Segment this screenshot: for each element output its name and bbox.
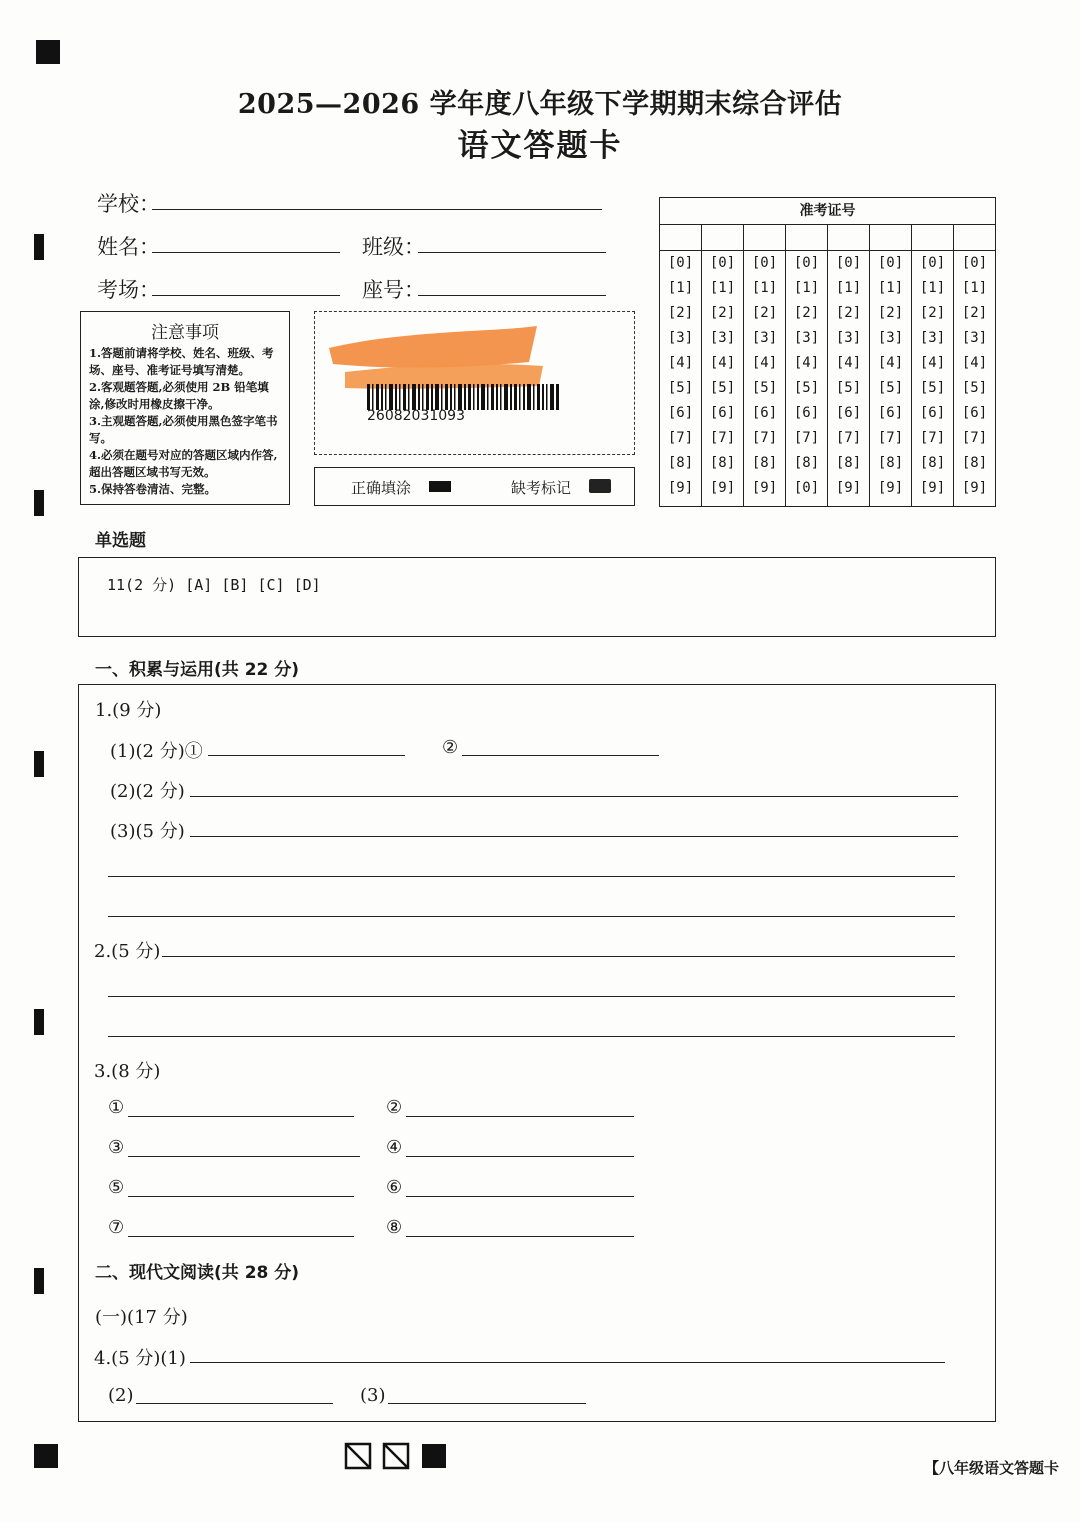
answer-line-4-3[interactable] (388, 1403, 586, 1404)
answer-line-3-2[interactable] (406, 1116, 634, 1117)
corner-mark-bottom-left (34, 1444, 58, 1468)
notice-heading: 注意事项 (151, 323, 219, 343)
admission-columns (660, 225, 995, 507)
answer-line[interactable] (108, 876, 955, 877)
class-label: 班级： (362, 235, 425, 259)
admission-digit-bubble[interactable]: [6] (835, 405, 862, 421)
seat-label: 座号： (362, 278, 425, 302)
section-2-sub-1: (一)(17 分) (95, 1307, 188, 1328)
admission-digit-bubble[interactable]: [2] (961, 305, 988, 321)
question-11-options[interactable]: 11(2 分) [A] [B] [C] [D] (107, 576, 321, 594)
q3-item-1: ① (108, 1097, 125, 1118)
admission-digit-bubble[interactable]: [2] (751, 305, 778, 321)
admission-digit-bubble[interactable]: [5] (919, 380, 946, 396)
q3-item-7: ⑦ (108, 1217, 125, 1238)
admission-digit-bubble[interactable]: [6] (961, 405, 988, 421)
answer-line-1-1b[interactable] (462, 755, 659, 756)
corner-mark-top-left (36, 40, 60, 64)
question-2-label: 2.(5 分) (94, 941, 161, 962)
answer-line[interactable] (108, 1036, 955, 1037)
admission-digit-column (786, 225, 828, 507)
question-4-2-label: (2) (108, 1385, 134, 1406)
barcode-sticker-area (314, 311, 635, 455)
admission-digit-bubble[interactable]: [5] (835, 380, 862, 396)
seat-field[interactable] (418, 295, 606, 296)
admission-digit-bubble[interactable]: [3] (793, 330, 820, 346)
admission-digit-bubble[interactable]: [9] (919, 480, 946, 496)
admission-digit-bubble[interactable]: [4] (919, 355, 946, 371)
admission-digit-bubble[interactable]: [3] (961, 330, 988, 346)
admission-digit-bubble[interactable]: [9] (709, 480, 736, 496)
answer-line-4-2[interactable] (136, 1403, 333, 1404)
admission-digit-bubble[interactable]: [8] (709, 455, 736, 471)
admission-digit-write-cell[interactable] (744, 225, 785, 251)
admission-digit-bubble[interactable]: [8] (919, 455, 946, 471)
admission-digit-bubble[interactable]: [5] (751, 380, 778, 396)
admission-digit-bubble[interactable]: [0] (835, 255, 862, 271)
admission-digit-bubble[interactable]: [7] (793, 430, 820, 446)
admission-digit-bubble[interactable]: [3] (709, 330, 736, 346)
admission-digit-bubble[interactable]: [2] (835, 305, 862, 321)
admission-digit-write-cell[interactable] (828, 225, 869, 251)
answer-line-4-1[interactable] (190, 1362, 945, 1363)
timing-mark (34, 751, 44, 777)
admission-digit-bubble[interactable]: [0] (709, 255, 736, 271)
admission-digit-column (744, 225, 786, 507)
answer-line-3-8[interactable] (406, 1236, 634, 1237)
q3-item-3: ③ (108, 1137, 125, 1158)
answer-line-3-5[interactable] (128, 1196, 354, 1197)
absent-mark-label: 缺考标记 (511, 479, 572, 497)
admission-digit-bubble[interactable]: [1] (751, 280, 778, 296)
admission-digit-bubble[interactable]: [6] (877, 405, 904, 421)
barcode-number: 26082031093 (367, 408, 465, 424)
admission-digit-bubble[interactable]: [7] (961, 430, 988, 446)
admission-digit-bubble[interactable]: [4] (751, 355, 778, 371)
admission-digit-bubble[interactable]: [0] (919, 255, 946, 271)
fill-legend (314, 467, 635, 506)
q3-item-2: ② (386, 1097, 403, 1118)
admission-digit-bubble[interactable]: [5] (961, 380, 988, 396)
timing-mark (34, 1009, 44, 1035)
admission-digit-bubble[interactable]: [3] (919, 330, 946, 346)
name-field[interactable] (152, 252, 340, 253)
admission-digit-column (828, 225, 870, 507)
exam-room-field[interactable] (152, 295, 340, 296)
admission-digit-bubble[interactable]: [9] (835, 480, 862, 496)
admission-digit-bubble[interactable]: [3] (877, 330, 904, 346)
admission-digit-bubble[interactable]: [7] (667, 430, 694, 446)
question-4-1-label: 4.(5 分)(1) (94, 1348, 186, 1369)
admission-digit-bubble[interactable]: [6] (751, 405, 778, 421)
admission-digit-bubble[interactable]: [4] (709, 355, 736, 371)
admission-digit-bubble[interactable]: [9] (961, 480, 988, 496)
answer-line-2[interactable] (162, 956, 955, 957)
answer-line-1-2[interactable] (190, 796, 958, 797)
admission-digit-bubble[interactable]: [8] (877, 455, 904, 471)
admission-digit-bubble[interactable]: [4] (667, 355, 694, 371)
exam-room-label: 考场： (97, 278, 160, 302)
admission-digit-bubble[interactable]: [6] (793, 405, 820, 421)
notice-box (80, 311, 290, 505)
notice-item: 1.答题前请将学校、姓名、班级、考场、座号、准考证号填写清楚。 (89, 346, 274, 377)
admission-digit-bubble[interactable]: [4] (877, 355, 904, 371)
notice-item: 4.必须在题号对应的答题区域内作答,超出答题区域书写无效。 (89, 448, 278, 479)
single-choice-heading: 单选题 (95, 531, 146, 551)
admission-digit-bubble[interactable]: [2] (919, 305, 946, 321)
answer-line-1-3[interactable] (190, 836, 958, 837)
answer-line-3-1[interactable] (128, 1116, 354, 1117)
q3-item-6: ⑥ (386, 1177, 403, 1198)
admission-digit-bubble[interactable]: [8] (835, 455, 862, 471)
admission-digit-bubble[interactable]: [7] (877, 430, 904, 446)
absent-mark-box[interactable] (589, 479, 611, 493)
footer-label: 【八年级语文答题卡 (924, 1459, 1060, 1477)
admission-digit-bubble[interactable]: [3] (667, 330, 694, 346)
barcode (367, 384, 567, 410)
admission-digit-bubble[interactable]: [1] (709, 280, 736, 296)
school-label: 学校： (97, 192, 160, 216)
admission-digit-bubble[interactable]: [1] (961, 280, 988, 296)
admission-digit-bubble[interactable]: [0] (961, 255, 988, 271)
admission-digit-bubble[interactable]: [8] (751, 455, 778, 471)
admission-digit-bubble[interactable]: [2] (877, 305, 904, 321)
admission-number-grid (659, 197, 996, 507)
admission-digit-write-cell[interactable] (660, 225, 701, 251)
admission-digit-bubble[interactable]: [4] (793, 355, 820, 371)
page-type-marks (344, 1442, 454, 1472)
school-field[interactable] (152, 209, 602, 210)
question-1-3-label: (3)(5 分) (110, 821, 185, 842)
single-choice-box (78, 557, 996, 637)
answer-line-3-7[interactable] (128, 1236, 354, 1237)
answer-line-3-6[interactable] (406, 1196, 634, 1197)
admission-digit-bubble[interactable]: [5] (877, 380, 904, 396)
admission-digit-bubble[interactable]: [1] (667, 280, 694, 296)
admission-digit-bubble[interactable]: [5] (793, 380, 820, 396)
question-3-label: 3.(8 分) (94, 1061, 161, 1082)
admission-digit-bubble[interactable]: [9] (877, 480, 904, 496)
admission-digit-column (954, 225, 995, 507)
page-title: 2025—2026 学年度八年级下学期期末综合评估 (237, 89, 843, 120)
admission-digit-write-cell[interactable] (702, 225, 743, 251)
admission-digit-write-cell[interactable] (912, 225, 953, 251)
admission-digit-column (912, 225, 954, 507)
admission-digit-bubble[interactable]: [3] (835, 330, 862, 346)
notice-item: 5.保持答卷清洁、完整。 (89, 482, 217, 496)
section-1-heading: 一、积累与运用(共 22 分) (95, 660, 300, 680)
timing-mark (34, 234, 44, 260)
timing-mark (34, 490, 44, 516)
admission-digit-bubble[interactable]: [1] (877, 280, 904, 296)
admission-digit-write-cell[interactable] (954, 225, 995, 251)
admission-digit-bubble[interactable]: [9] (667, 480, 694, 496)
answer-line-3-4[interactable] (406, 1156, 634, 1157)
answer-line-1-1a[interactable] (208, 755, 405, 756)
admission-digit-bubble[interactable]: [1] (793, 280, 820, 296)
admission-digit-bubble[interactable]: [0] (877, 255, 904, 271)
admission-digit-bubble[interactable]: [8] (961, 455, 988, 471)
admission-digit-bubble[interactable]: [8] (667, 455, 694, 471)
admission-digit-bubble[interactable]: [7] (751, 430, 778, 446)
correct-fill-label: 正确填涂 (351, 479, 412, 497)
admission-digit-bubble[interactable]: [1] (919, 280, 946, 296)
admission-digit-bubble[interactable]: [2] (667, 305, 694, 321)
class-field[interactable] (418, 252, 606, 253)
notice-item: 3.主观题答题,必须使用黑色签字笔书写。 (89, 414, 278, 445)
name-label: 姓名： (97, 235, 160, 259)
question-1-1-label: (1)(2 分)① (110, 741, 203, 762)
admission-digit-bubble[interactable]: [0] (793, 255, 820, 271)
question-1-2-label: (2)(2 分) (110, 781, 185, 802)
section-2-heading: 二、现代文阅读(共 28 分) (95, 1263, 300, 1283)
section-1-answer-box (78, 684, 996, 1422)
admission-digit-bubble[interactable]: [0] (667, 255, 694, 271)
admission-digit-bubble[interactable]: [2] (709, 305, 736, 321)
timing-mark (34, 1268, 44, 1294)
answer-line[interactable] (108, 916, 955, 917)
page-subtitle: 语文答题卡 (457, 128, 623, 164)
admission-digit-bubble[interactable]: [4] (835, 355, 862, 371)
q3-item-4: ④ (386, 1137, 403, 1158)
admission-digit-bubble[interactable]: [2] (793, 305, 820, 321)
admission-digit-bubble[interactable]: [3] (751, 330, 778, 346)
admission-number-heading: 准考证号 (660, 198, 995, 225)
question-1-1b-label: ② (442, 737, 459, 758)
admission-digit-bubble[interactable]: [7] (709, 430, 736, 446)
admission-digit-bubble[interactable]: [6] (667, 405, 694, 421)
admission-digit-bubble[interactable]: [5] (709, 380, 736, 396)
question-1-label: 1.(9 分) (95, 700, 162, 721)
admission-digit-bubble[interactable]: [8] (793, 455, 820, 471)
admission-digit-bubble[interactable]: [0] (751, 255, 778, 271)
admission-digit-bubble[interactable]: [1] (835, 280, 862, 296)
correct-fill-sample (429, 481, 451, 492)
admission-digit-write-cell[interactable] (870, 225, 911, 251)
admission-digit-bubble[interactable]: [7] (835, 430, 862, 446)
admission-digit-bubble[interactable]: [9] (751, 480, 778, 496)
admission-digit-bubble[interactable]: [6] (919, 405, 946, 421)
answer-line[interactable] (108, 996, 955, 997)
admission-digit-write-cell[interactable] (786, 225, 827, 251)
admission-digit-bubble[interactable]: [0] (793, 480, 820, 496)
q3-item-8: ⑧ (386, 1217, 403, 1238)
question-4-3-label: (3) (360, 1385, 386, 1406)
answer-line-3-3[interactable] (128, 1156, 360, 1157)
admission-digit-column (660, 225, 702, 507)
q3-item-5: ⑤ (108, 1177, 125, 1198)
admission-digit-column (702, 225, 744, 507)
admission-digit-column (870, 225, 912, 507)
admission-digit-bubble[interactable]: [4] (961, 355, 988, 371)
admission-digit-bubble[interactable]: [5] (667, 380, 694, 396)
admission-digit-bubble[interactable]: [6] (709, 405, 736, 421)
notice-item: 2.客观题答题,必须使用 2B 铅笔填涂,修改时用橡皮擦干净。 (89, 380, 269, 411)
admission-digit-bubble[interactable]: [7] (919, 430, 946, 446)
